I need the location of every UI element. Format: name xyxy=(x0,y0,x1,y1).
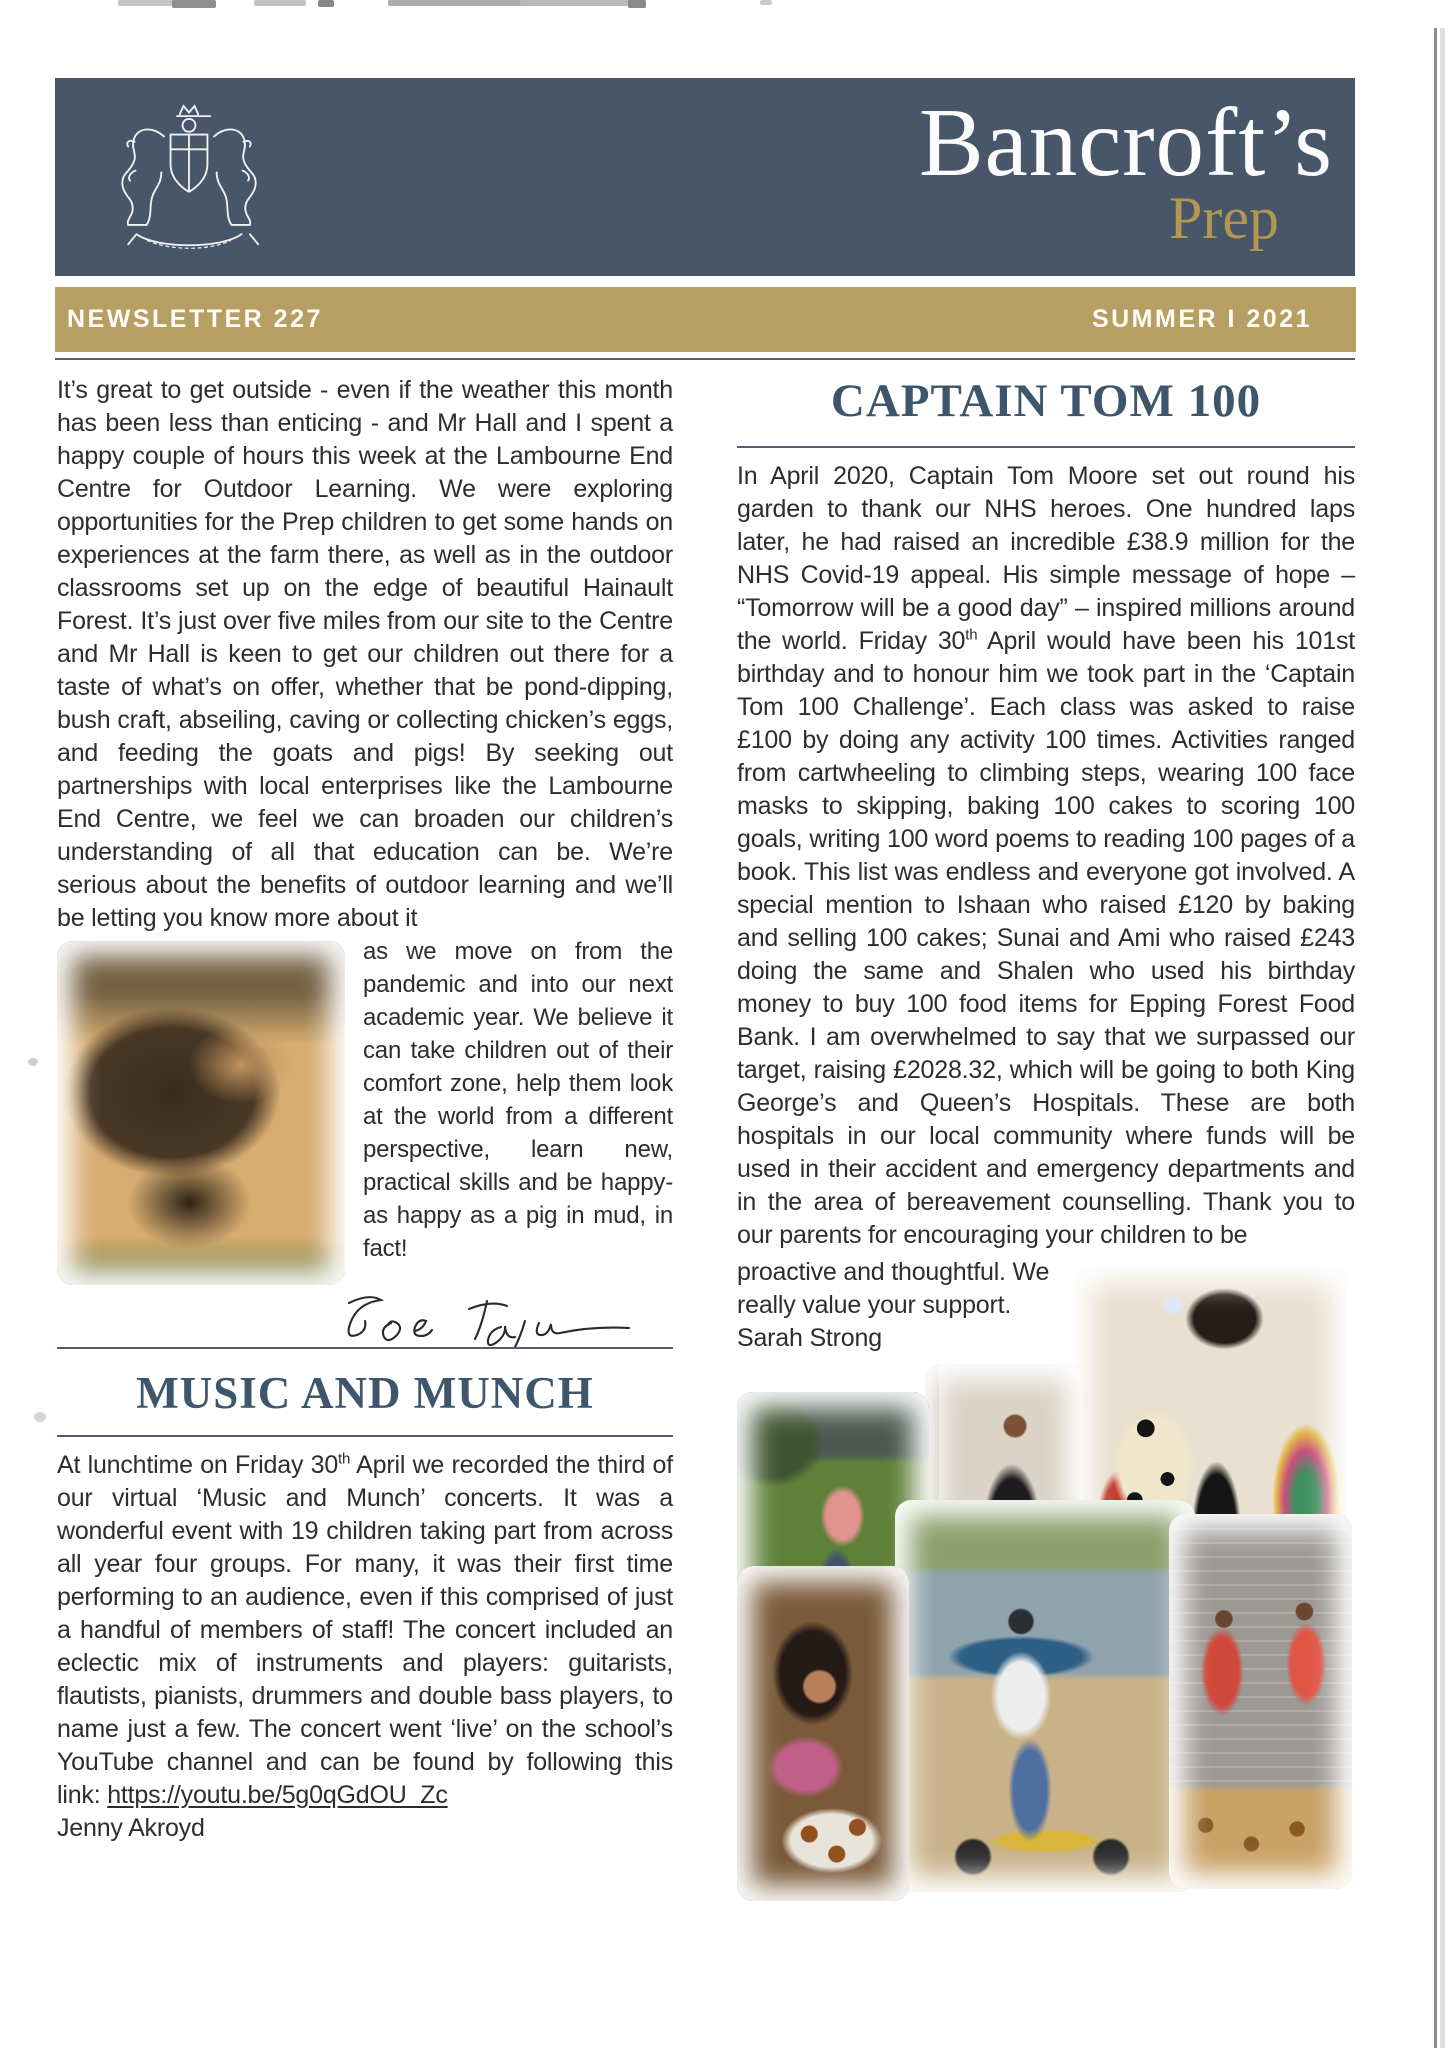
newsletter-number: NEWSLETTER 227 xyxy=(67,305,323,333)
section-divider xyxy=(57,1435,673,1437)
photo-collage xyxy=(737,1256,1355,1916)
captain-tom-byline: Sarah Strong xyxy=(737,1324,882,1352)
music-byline: Jenny Akroyd xyxy=(57,1814,205,1842)
head-intro-paragraph: It’s great to get outside - even if the weather this month has been less than enticing - and Mr Hall and I spent a happy couple of hours this week at the Lambourne End Centre for Outdoor Learning. We were exploring opportunities for the Prep children to get some hands on experiences at the farm there, as well as in the outdoor classrooms set up on the edge of beautiful Hainault Forest. It’s just over five miles from our site to the Centre and Mr Hall is keen to get our children out there for a taste of what’s on offer, whether that be pond-dipping, bush craft, abseiling, caving or collecting chicken’s eggs, and feeding the goats and pigs! By seeking out partnerships with local enterprises like the Lambourne End Centre, we feel we can broaden our children’s understanding of all that education can be. We’re serious about the benefits of outdoor learning and we’ll be letting you know more about it xyxy=(57,376,673,932)
head-intro-paragraph-continued: as we move on from the pandemic and into our next academic year. We believe it can take children out of their comfort zone, help them look at the world from a different perspective, learn new, practical skills and be happy- as happy as a pig in mud, in fact! xyxy=(363,938,673,1262)
scan-artifact xyxy=(254,0,306,6)
captain-tom-title: CAPTAIN TOM 100 xyxy=(830,375,1262,427)
issue-date: SUMMER I 2021 xyxy=(1091,305,1312,333)
closing-line: really value your support. xyxy=(737,1291,1012,1319)
left-column xyxy=(57,374,673,1845)
photo-girls-baking xyxy=(1169,1514,1352,1889)
masthead xyxy=(55,78,1355,276)
music-and-munch-title: MUSIC AND MUNCH xyxy=(136,1368,594,1418)
section-divider xyxy=(737,446,1355,448)
scan-artifact xyxy=(118,0,176,6)
top-divider xyxy=(55,358,1355,360)
scan-edge-shadow xyxy=(1440,28,1445,2048)
scan-artifact xyxy=(28,1058,38,1066)
scan-artifact xyxy=(318,0,334,7)
captain-tom-closing xyxy=(737,1256,1107,1355)
intro-wrap-block xyxy=(57,935,673,1265)
photo-canal-bike-boy xyxy=(895,1500,1195,1892)
closing-line: proactive and thoughtful. We xyxy=(737,1258,1050,1286)
scan-edge-line xyxy=(1434,28,1437,2048)
scan-artifact xyxy=(34,1412,46,1422)
photo-girl-snacks xyxy=(737,1566,909,1901)
school-division: Prep xyxy=(1169,184,1279,251)
school-name: Bancroft’s xyxy=(918,89,1333,196)
joe-taylor-signature xyxy=(329,1289,659,1347)
scan-artifact xyxy=(628,0,646,8)
scan-artifact xyxy=(760,0,772,5)
scan-artifact xyxy=(520,0,642,6)
scan-artifact xyxy=(172,0,216,8)
music-and-munch-paragraph: At lunchtime on Friday 30th April we recorded the third of our virtual ‘Music and Munch’ concerts. It was a wonderful event with 19 children taking part from across all year four groups. For many, it was their first time performing to an audience, even if this comprised of just a handful of members of staff! The concert included an eclectic mix of instruments and players: guitarists, flautists, pianists, drummers and double bass players, to name just a few. The concert went ‘live’ on the school’s YouTube channel and can be found by following this link: https://youtu.be/5g0qGdOU_Zc xyxy=(57,1450,673,1809)
issue-bar xyxy=(55,287,1356,352)
captain-tom-paragraph: In April 2020, Captain Tom Moore set out round his garden to thank our NHS heroes. One hundred laps later, he had raised an incredible £38.9 million for the NHS Covid-19 appeal. His simple message of hope – “Tomorrow will be a good day” – inspired millions around the world. Friday 30th April would have been his 101st birthday and to honour him we took part in the ‘Captain Tom 100 Challenge’. Each class was asked to raise £100 by doing any activity 100 times. Activities ranged from cartwheeling to climbing steps, wearing 100 face masks to skipping, baking 100 cakes to scoring 100 goals, writing 100 word poems to reading 100 pages of a book. This list was endless and everyone got involved. A special mention to Ishaan who raised £120 by baking and selling 100 cakes; Sunai and Ami who raised £243 doing the same and Shalen who used his birthday money to buy 100 food items for Epping Forest Food Bank. I am overwhelmed to say that we surpassed our target, raising £2028.32, which will be going to both King George’s and Queen’s Hospitals. These are both hospitals in our local community where funds will be used in their accident and emergency departments and in the area of bereavement counselling. Thank you to our parents for encouraging your children to be xyxy=(737,462,1355,1249)
masthead-titles xyxy=(55,78,1355,251)
music-and-munch-section xyxy=(57,1347,673,1845)
pig-photo xyxy=(57,941,345,1285)
youtube-link[interactable]: https://youtu.be/5g0qGdOU_Zc xyxy=(107,1781,448,1809)
right-column xyxy=(737,368,1355,1916)
section-divider xyxy=(57,1347,673,1349)
